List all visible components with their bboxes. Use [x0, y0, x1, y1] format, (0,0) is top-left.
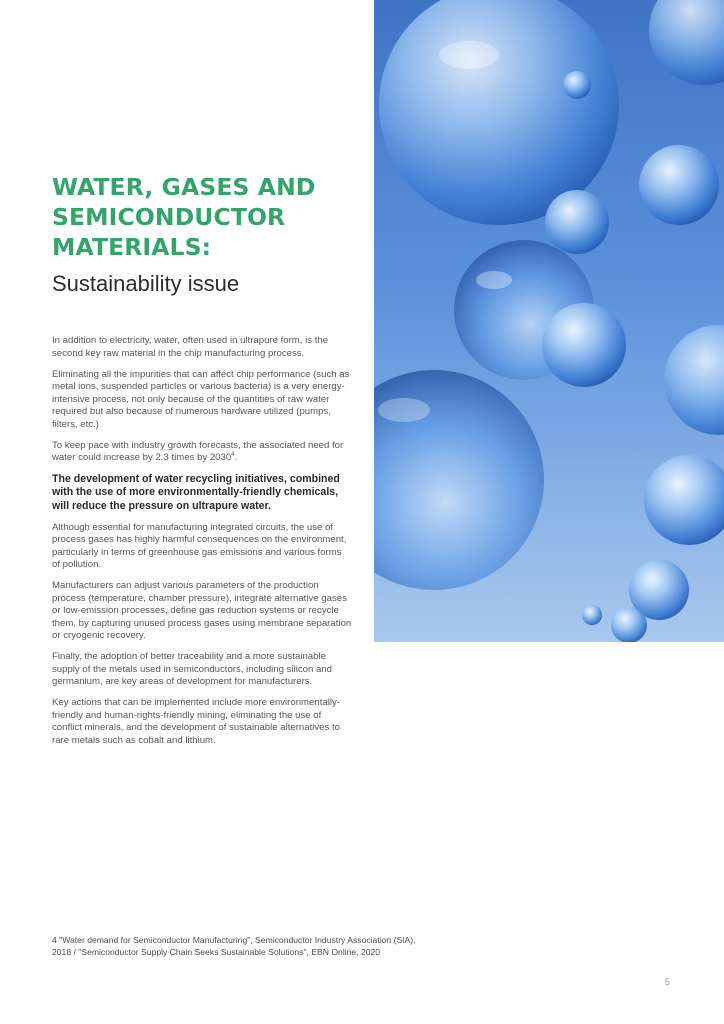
- body-text: [52, 335, 352, 756]
- paragraph-text: To keep pace with industry growth forecasts, the associated need for water could increase by 2.3 times by 2030: [52, 439, 344, 463]
- page-subtitle: Sustainability issue: [52, 271, 240, 296]
- page-title: WATER, GASES AND SEMICONDUCTOR MATERIALS:: [52, 173, 316, 261]
- highlight-paragraph: The development of water recycling initiatives, combined with the use of more environmentally-friendly chemicals, will reduce the pressure on ultrapure water.: [52, 473, 340, 512]
- water-droplets-photo: [374, 0, 724, 642]
- paragraph: Although essential for manufacturing integrated circuits, the use of process gases has highly harmful consequences on the environment, particularly in terms of greenhouse gas emissions and various forms of pollution.: [52, 521, 347, 571]
- footnote-line: 2018 / "Semiconductor Supply Chain Seeks Sustainable Solutions", EBN Online, 2020: [52, 947, 381, 958]
- footnote-ref: 4: [231, 451, 235, 458]
- page-number: 5: [665, 977, 671, 987]
- footnote: [52, 934, 492, 959]
- paragraph: In addition to electricity, water, often used in ultrapure form, is the second key raw material in the chip manufacturing process.: [52, 335, 329, 359]
- paragraph: Key actions that can be implemented include more environmentally-friendly and human-rights-friendly mining, eliminating the use of conflict minerals, and the development of sustainable alternatives to rare metals such as cobalt and lithium.: [52, 697, 340, 746]
- paragraph: Finally, the adoption of better traceability and a more sustainable supply of the metals used in semiconductors, including silicon and germanium, are key areas of development for manufacturers.: [52, 651, 332, 688]
- paragraph: Eliminating all the impurities that can affect chip performance (such as metal ions, suspended particles or various bacteria) is a very energy-intensive process, not only because of the quantities of raw water required but also because of numerous hardware utilized (pumps, filters, etc.): [52, 368, 350, 430]
- paragraph: Manufacturers can adjust various parameters of the production process (temperature, chamber pressure), integrate alternative gases or low-emission processes, define gas reduction systems or recycle them, by capturing unused process gases using membrane separation or cryogenic recovery.: [52, 580, 352, 642]
- period: .: [234, 452, 238, 463]
- paragraph: [52, 440, 352, 465]
- footnote-line: 4 "Water demand for Semiconductor Manufacturing", Semiconductor Industry Association (SIA),: [52, 935, 416, 945]
